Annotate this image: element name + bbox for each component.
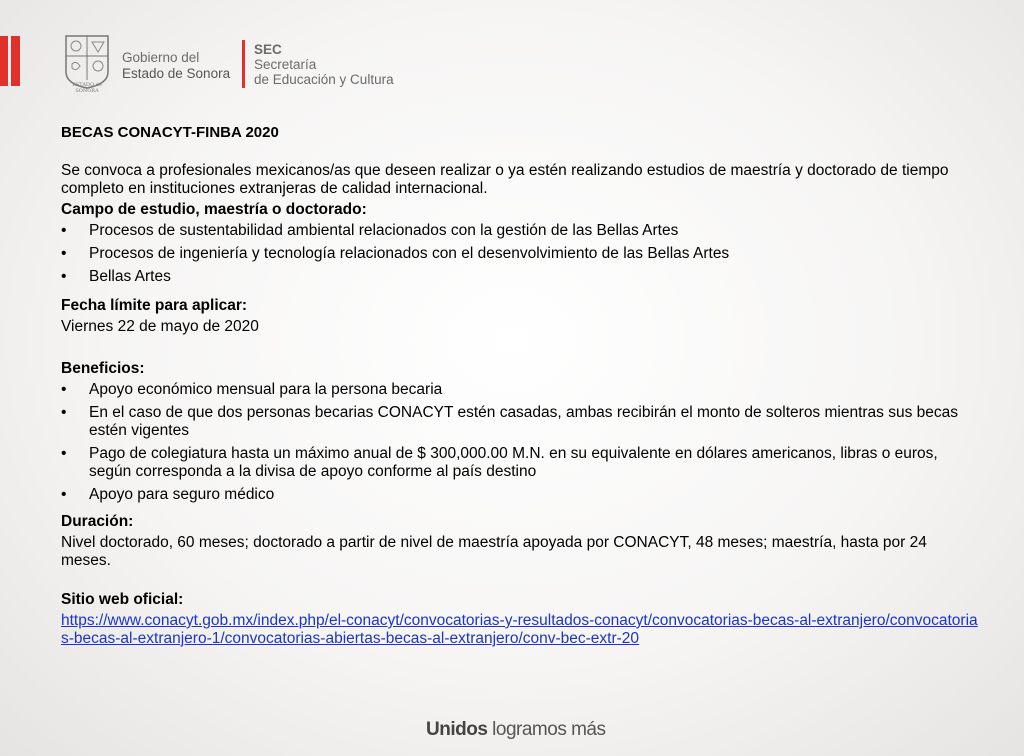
bullet-icon: • xyxy=(61,445,67,462)
deadline-value: Viernes 22 de mayo de 2020 xyxy=(61,318,259,335)
benefits-list xyxy=(61,381,981,504)
website-link[interactable]: https://www.conacyt.gob.mx/index.php/el-conacyt/convocatorias-y-resultados-conacyt/convocatorias-becas-al-extranjero/convocatorias-becas-al-extranjero-1/convocatorias-abiertas-becas-al-extranjero/conv-bec-extr-20 xyxy=(61,612,978,647)
seal-caption: ESTADO de SONORA xyxy=(72,82,102,94)
bullet-icon: • xyxy=(61,245,67,262)
government-line-1: Gobierno del xyxy=(122,50,200,65)
field-list xyxy=(61,222,981,286)
bullet-icon: • xyxy=(61,404,67,421)
duration-heading: Duración: xyxy=(61,513,134,530)
list-item: • Procesos de ingeniería y tecnología relacionados con el desenvolvimiento de las Bellas Artes xyxy=(61,245,730,262)
secretaria-name xyxy=(254,42,394,87)
footer-slogan xyxy=(426,719,606,741)
sec-line-2: de Educación y Cultura xyxy=(254,72,394,87)
list-item: • Bellas Artes xyxy=(61,268,171,285)
bullet-icon: • xyxy=(61,486,67,503)
bullet-icon: • xyxy=(61,381,67,398)
bullet-icon: • xyxy=(61,222,67,239)
header xyxy=(62,30,462,94)
government-line-2: Estado de Sonora xyxy=(122,66,231,81)
bullet-icon: • xyxy=(61,268,67,285)
list-item: • Pago de colegiatura hasta un máximo anual de $ 300,000.00 M.N. en su equivalente en dólares americanos, libras o euros, según corresponda a la divisa de apoyo conforme al país destino xyxy=(61,445,938,480)
intro-paragraph: Se convoca a profesionales mexicanos/as que deseen realizar o ya estén realizando estudios de maestría y doctorado de tiempo completo en instituciones extranjeras de calidad internacional. xyxy=(61,162,949,197)
list-item: • Apoyo económico mensual para la persona becaria xyxy=(61,381,443,398)
sec-line-1: Secretaría xyxy=(254,57,317,72)
list-item: • Apoyo para seguro médico xyxy=(61,486,275,503)
website-heading: Sitio web oficial: xyxy=(61,591,184,608)
slogan-rest: logramos más xyxy=(487,719,606,740)
duration-value: Nivel doctorado, 60 meses; doctorado a partir de nivel de maestría apoyada por CONACYT, 48 meses; maestría, hasta por 24 meses. xyxy=(61,534,927,569)
benefits-heading: Beneficios: xyxy=(61,360,145,377)
header-divider xyxy=(242,40,245,88)
document-body xyxy=(61,124,981,648)
deadline-heading: Fecha límite para aplicar: xyxy=(61,297,248,314)
government-name xyxy=(122,50,230,82)
document-title: BECAS CONACYT-FINBA 2020 xyxy=(61,124,279,141)
sec-abbreviation: SEC xyxy=(254,42,282,57)
list-item: • Procesos de sustentabilidad ambiental relacionados con la gestión de las Bellas Artes xyxy=(61,222,679,239)
field-heading: Campo de estudio, maestría o doctorado: xyxy=(61,201,367,218)
slogan-bold: Unidos xyxy=(426,719,488,740)
list-item: • En el caso de que dos personas becarias CONACYT estén casadas, ambas recibirán el monto de solteros mientras sus becas estén vigentes xyxy=(61,404,959,439)
red-accent-bar xyxy=(0,36,20,86)
